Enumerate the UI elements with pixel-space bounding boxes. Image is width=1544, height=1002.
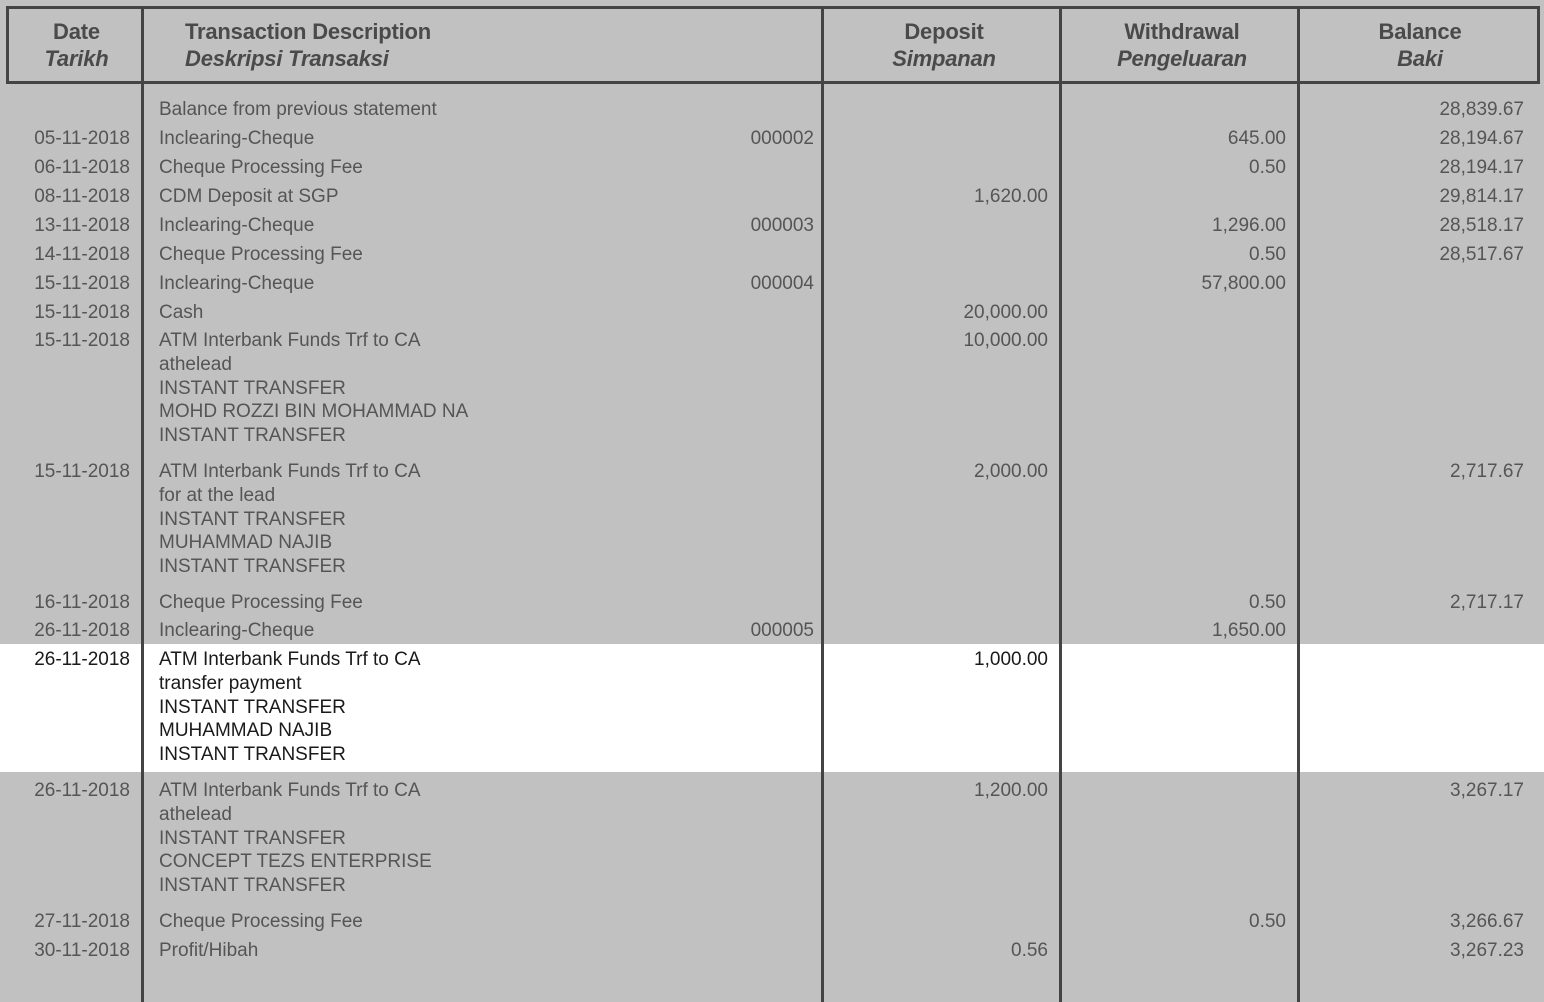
cell-description-line: INSTANT TRANSFER xyxy=(159,744,346,766)
header-balance-en: Balance xyxy=(1378,19,1462,44)
cell-date: 26-11-2018 xyxy=(34,620,130,641)
cell-description-line: for at the lead xyxy=(159,484,276,506)
cell-description-line: MOHD ROZZI BIN MOHAMMAD NA xyxy=(159,401,469,423)
cell-description-line: Profit/Hibah xyxy=(159,940,259,961)
cell-balance: 28,839.67 xyxy=(1439,99,1524,120)
cell-description-line: ATM Interbank Funds Trf to CA xyxy=(159,330,421,351)
cell-description-line: INSTANT TRANSFER xyxy=(159,508,346,530)
cell-withdrawal: 0.50 xyxy=(1249,911,1286,932)
cell-description-line: INSTANT TRANSFER xyxy=(159,696,346,718)
cell-description-line: MUHAMMAD NAJIB xyxy=(159,720,333,742)
cell-deposit: 2,000.00 xyxy=(974,461,1048,482)
column-divider-date xyxy=(141,6,144,1002)
cell-balance: 3,267.23 xyxy=(1450,940,1524,961)
cell-date: 05-11-2018 xyxy=(34,128,130,149)
cell-deposit: 1,000.00 xyxy=(974,649,1048,670)
cell-description-line: Cheque Processing Fee xyxy=(159,592,363,613)
cell-description-line: Inclearing-Cheque xyxy=(159,215,315,236)
cell-balance: 28,194.17 xyxy=(1439,157,1524,178)
cell-reference: 000003 xyxy=(750,215,814,236)
cell-description-line: INSTANT TRANSFER xyxy=(159,827,346,849)
cell-withdrawal: 0.50 xyxy=(1249,244,1286,265)
cell-withdrawal: 57,800.00 xyxy=(1201,273,1286,294)
cell-description-line: transfer payment xyxy=(159,672,302,694)
cell-balance: 29,814.17 xyxy=(1439,186,1524,207)
header-balance xyxy=(1302,18,1538,78)
cell-description-line: Inclearing-Cheque xyxy=(159,273,315,294)
cell-date: 08-11-2018 xyxy=(34,186,130,207)
cell-balance: 2,717.67 xyxy=(1450,461,1524,482)
cell-balance: 28,194.67 xyxy=(1439,128,1524,149)
header-description xyxy=(185,18,805,78)
cell-description-line: Inclearing-Cheque xyxy=(159,128,315,149)
cell-deposit: 10,000.00 xyxy=(963,330,1048,351)
cell-date: 15-11-2018 xyxy=(34,302,130,323)
cell-date: 26-11-2018 xyxy=(34,780,130,801)
cell-date: 13-11-2018 xyxy=(34,215,130,236)
cell-date: 26-11-2018 xyxy=(34,649,130,670)
column-divider-deposit xyxy=(1059,6,1062,1002)
cell-description-line: Balance from previous statement xyxy=(159,99,437,120)
table-left-border xyxy=(6,6,9,84)
cell-date: 14-11-2018 xyxy=(34,244,130,265)
cell-withdrawal: 0.50 xyxy=(1249,157,1286,178)
table-top-border xyxy=(6,6,1540,9)
cell-description-line: Cheque Processing Fee xyxy=(159,244,363,265)
cell-date: 15-11-2018 xyxy=(34,461,130,482)
cell-deposit: 1,620.00 xyxy=(974,186,1048,207)
cell-description-line: MUHAMMAD NAJIB xyxy=(159,532,333,554)
header-deposit-en: Deposit xyxy=(904,19,984,44)
cell-description-line: Cheque Processing Fee xyxy=(159,911,363,932)
cell-withdrawal: 1,650.00 xyxy=(1212,620,1286,641)
header-withdrawal xyxy=(1064,18,1300,78)
column-divider-description xyxy=(821,6,824,1002)
header-description-ms: Deskripsi Transaksi xyxy=(185,46,389,71)
header-balance-ms: Baki xyxy=(1397,46,1443,71)
cell-balance: 28,518.17 xyxy=(1439,215,1524,236)
cell-description-line: Cash xyxy=(159,302,204,323)
cell-description-line: INSTANT TRANSFER xyxy=(159,556,346,578)
table-right-border xyxy=(1537,6,1540,84)
cell-withdrawal: 1,296.00 xyxy=(1212,215,1286,236)
cell-date: 16-11-2018 xyxy=(34,592,130,613)
cell-reference: 000002 xyxy=(750,128,814,149)
cell-description-line: CDM Deposit at SGP xyxy=(159,186,339,207)
cell-date: 15-11-2018 xyxy=(34,330,130,351)
header-date-ms: Tarikh xyxy=(44,46,109,71)
header-withdrawal-en: Withdrawal xyxy=(1124,19,1240,44)
header-bottom-border xyxy=(6,81,1540,84)
cell-withdrawal: 645.00 xyxy=(1227,128,1286,149)
cell-reference: 000005 xyxy=(750,620,814,641)
cell-deposit: 20,000.00 xyxy=(963,302,1048,323)
cell-description-line: INSTANT TRANSFER xyxy=(159,377,346,399)
cell-description-line: CONCEPT TEZS ENTERPRISE xyxy=(159,851,432,873)
cell-balance: 3,267.17 xyxy=(1450,780,1524,801)
header-date xyxy=(10,18,143,78)
cell-date: 30-11-2018 xyxy=(34,940,130,961)
cell-reference: 000004 xyxy=(750,273,814,294)
cell-description-line: Inclearing-Cheque xyxy=(159,620,315,641)
cell-description-line: INSTANT TRANSFER xyxy=(159,425,346,447)
header-date-en: Date xyxy=(53,19,100,44)
header-withdrawal-ms: Pengeluaran xyxy=(1117,46,1247,71)
cell-deposit: 1,200.00 xyxy=(974,780,1048,801)
cell-date: 06-11-2018 xyxy=(34,157,130,178)
header-deposit xyxy=(826,18,1062,78)
cell-description-line: ATM Interbank Funds Trf to CA xyxy=(159,649,421,670)
cell-date: 15-11-2018 xyxy=(34,273,130,294)
cell-description-line: athelead xyxy=(159,803,232,825)
cell-description-line: Cheque Processing Fee xyxy=(159,157,363,178)
header-deposit-ms: Simpanan xyxy=(892,46,996,71)
cell-description-line: ATM Interbank Funds Trf to CA xyxy=(159,780,421,801)
cell-deposit: 0.56 xyxy=(1011,940,1048,961)
header-description-en: Transaction Description xyxy=(185,19,432,44)
column-divider-withdrawal xyxy=(1297,6,1300,1002)
cell-description-line: ATM Interbank Funds Trf to CA xyxy=(159,461,421,482)
cell-date: 27-11-2018 xyxy=(34,911,130,932)
cell-balance: 28,517.67 xyxy=(1439,244,1524,265)
cell-balance: 2,717.17 xyxy=(1450,592,1524,613)
cell-description-line: athelead xyxy=(159,353,232,375)
cell-withdrawal: 0.50 xyxy=(1249,592,1286,613)
cell-description-line: INSTANT TRANSFER xyxy=(159,875,346,897)
cell-balance: 3,266.67 xyxy=(1450,911,1524,932)
